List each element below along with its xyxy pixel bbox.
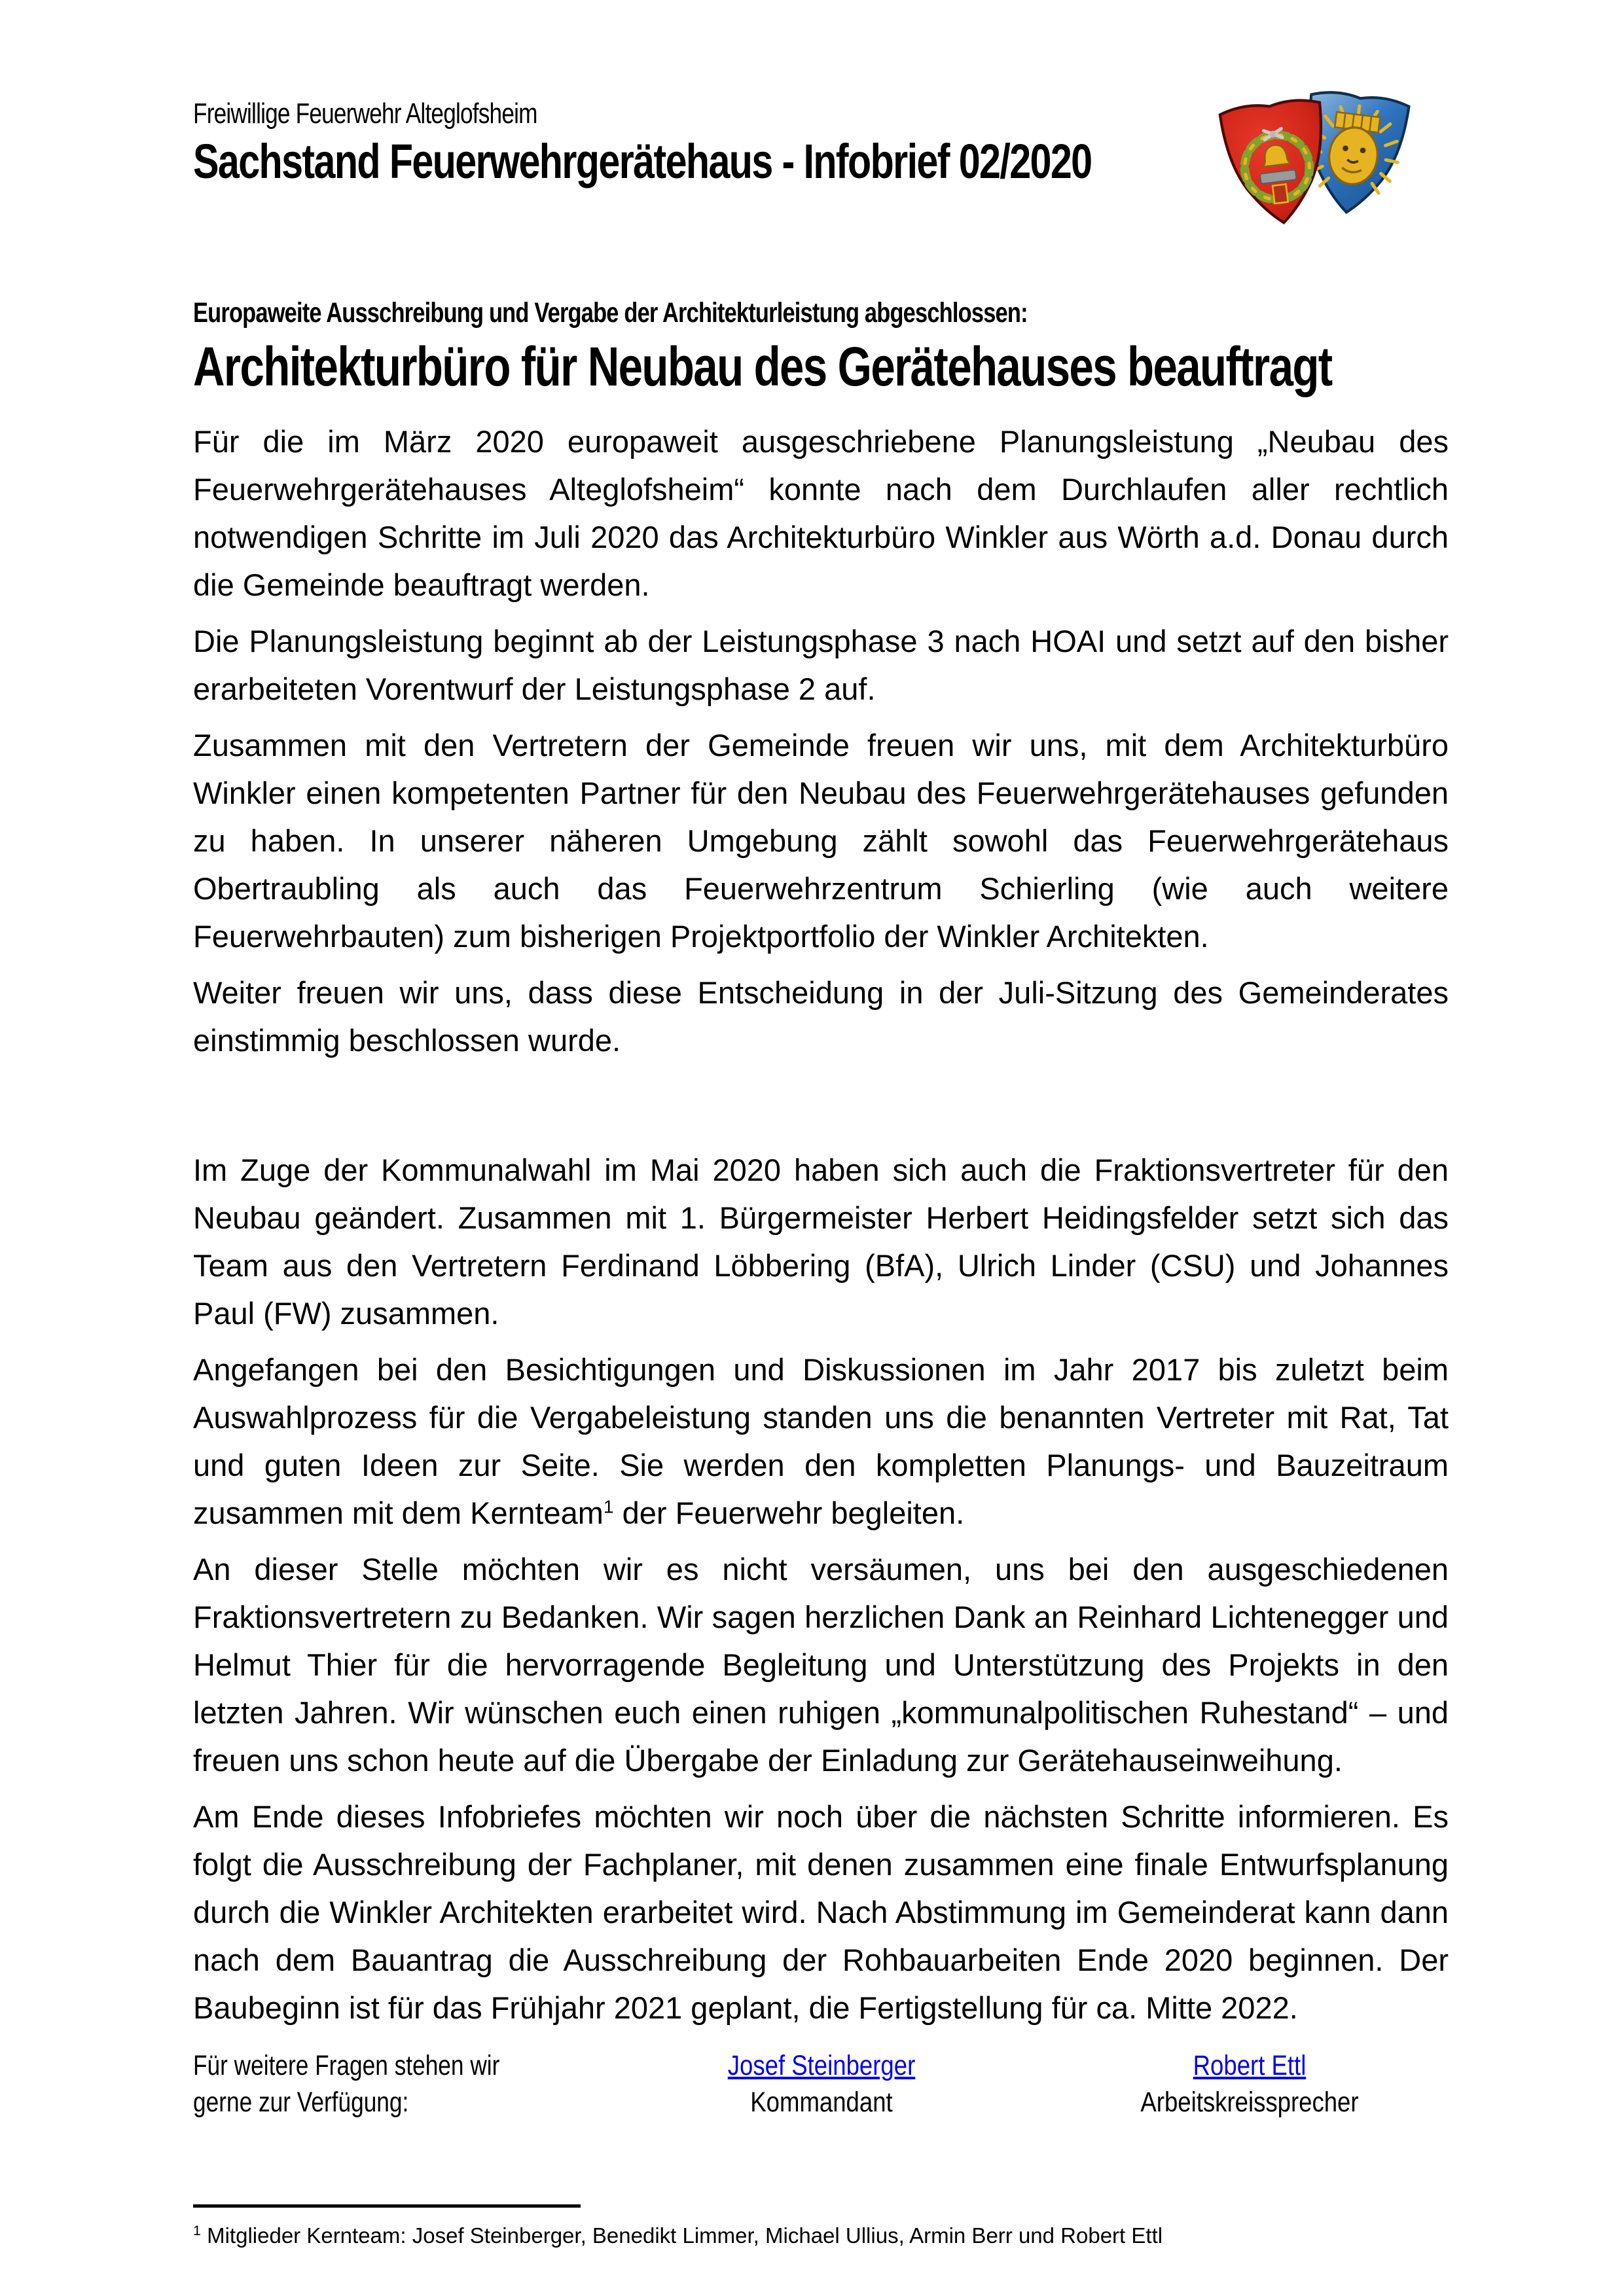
footnote: $^1$ Mitglieder Kernteam: Josef Steinberger, Benedikt Limmer, Michael Ullius, Armin Berr und Robert Ettl — [193, 2223, 1163, 2248]
footnote-marker: 1 — [193, 2223, 201, 2238]
paragraph-5: Im Zuge der Kommunalwahl im Mai 2020 haben sich auch die Fraktionsvertreter für den Neubau geändert. Zusammen mit 1. Bürgermeister Herbert Heidingsfelder setzt sich das Team aus den Vertretern Ferdinand Löbbering (BfA), Ulrich Linder (CSU) und Johannes Paul (FW) zusammen. — [193, 1153, 1449, 1331]
document-header — [193, 97, 1254, 188]
footnote-divider — [193, 2204, 581, 2208]
paragraph-6: Angefangen bei den Besichtigungen und Diskussionen im Jahr 2017 bis zuletzt beim Auswahlprozess für die Vergabeleistung standen uns die benannten Vertreter mit Rat, Tat und guten Ideen zur Seite. Sie werden den kompletten Planungs- und Bauzeitraum zusammen mit dem Kernteam$^1$ der Feuerwehr begleiten. — [193, 1352, 1449, 1530]
paragraph-2: Die Planungsleistung beginnt ab der Leistungsphase 3 nach HOAI und setzt auf den bisher erarbeiteten Vorentwurf der Leistungsphase 2 auf. — [193, 624, 1449, 706]
contact-role-arbeitskreissprecher: Arbeitskreissprecher — [1140, 2087, 1359, 2118]
document-title: Sachstand Feuerwehrgerätehaus - Infobrief 02/2020 — [193, 134, 1092, 188]
paragraph-4: Weiter freuen wir uns, dass diese Entscheidung in der Juli-Sitzung des Gemeinderates einstimmig beschlossen wurde. — [193, 975, 1449, 1058]
article-headline: Architekturbüro für Neubau des Gerätehauses beauftragt — [193, 336, 1332, 397]
paragraph-1: Für die im März 2020 europaweit ausgeschriebene Planungsleistung „Neubau des Feuerwehrgerätehauses Alteglofsheim“ konnte nach dem Durchlaufen aller rechtlich notwendigen Schritte im Juli 2020 das Architekturbüro Winkler aus Wörth a.d. Donau durch die Gemeinde beauftragt werden. — [193, 424, 1449, 602]
article-kicker: Europaweite Ausschreibung und Vergabe der Architekturleistung abgeschlossen: — [193, 297, 1028, 329]
paragraph-3: Zusammen mit den Vertretern der Gemeinde freuen wir uns, mit dem Architekturbüro Winkler einen kompetenten Partner für den Neubau des Feuerwehrgerätehauses gefunden zu haben. In unserer näheren Umgebung zählt sowohl das Feuerwehrgerätehaus Obertraubling als auch das Feuerwehrzentrum Schierling (wie auch weitere Feuerwehrbauten) zum bisherigen Projektportfolio der Winkler Architekten. — [193, 728, 1449, 954]
fire-brigade-shield-red-icon — [1212, 92, 1342, 233]
paragraph-8: Am Ende dieses Infobriefes möchten wir noch über die nächsten Schritte informieren. Es folgt die Ausschreibung der Fachplaner, mit denen zusammen eine finale Entwurfsplanung durch die Winkler Architekten erarbeitet wird. Nach Abstimmung im Gemeinderat kann dann nach dem Bauantrag die Ausschreibung der Rohbauarbeiten Ende 2020 beginnen. Der Baubeginn ist für das Frühjahr 2021 geplant, die Fertigstellung für ca. Mitte 2022. — [193, 1799, 1449, 2025]
contact-role-kommandant: Kommandant — [750, 2087, 893, 2118]
paragraph-7: An dieser Stelle möchten wir es nicht versäumen, uns bei den ausgeschiedenen Fraktionsvertretern zu Bedanken. Wir sagen herzlichen Dank an Reinhard Lichtenegger und Helmut Thier für die hervorragende Begleitung und Unterstützung des Projekts in den letzten Jahren. Wir wünschen euch einen ruhigen „kommunalpolitischen Ruhestand“ – und freuen uns schon heute auf die Übergabe der Einladung zur Gerätehauseinweihung. — [193, 1552, 1449, 1778]
contact-intro: Für weitere Fragen stehen wir gerne zur Verfügung: — [193, 2050, 500, 2118]
contact-person-arbeitskreissprecher — [1081, 2047, 1419, 2121]
crest-emblem — [1219, 90, 1415, 228]
footnote-reference: 1 — [603, 1496, 614, 1517]
footnote-block — [193, 2204, 1449, 2250]
contact-link-josef-steinberger[interactable]: Josef Steinberger — [727, 2050, 916, 2081]
article — [193, 296, 1449, 2040]
contact-person-kommandant — [627, 2047, 1017, 2121]
organization-name: Freiwillige Feuerwehr Alteglofsheim — [193, 98, 537, 130]
paragraph-spacer — [193, 1073, 1449, 1146]
contact-footer — [193, 2047, 1449, 2121]
contact-link-robert-ettl[interactable]: Robert Ettl — [1193, 2050, 1307, 2081]
